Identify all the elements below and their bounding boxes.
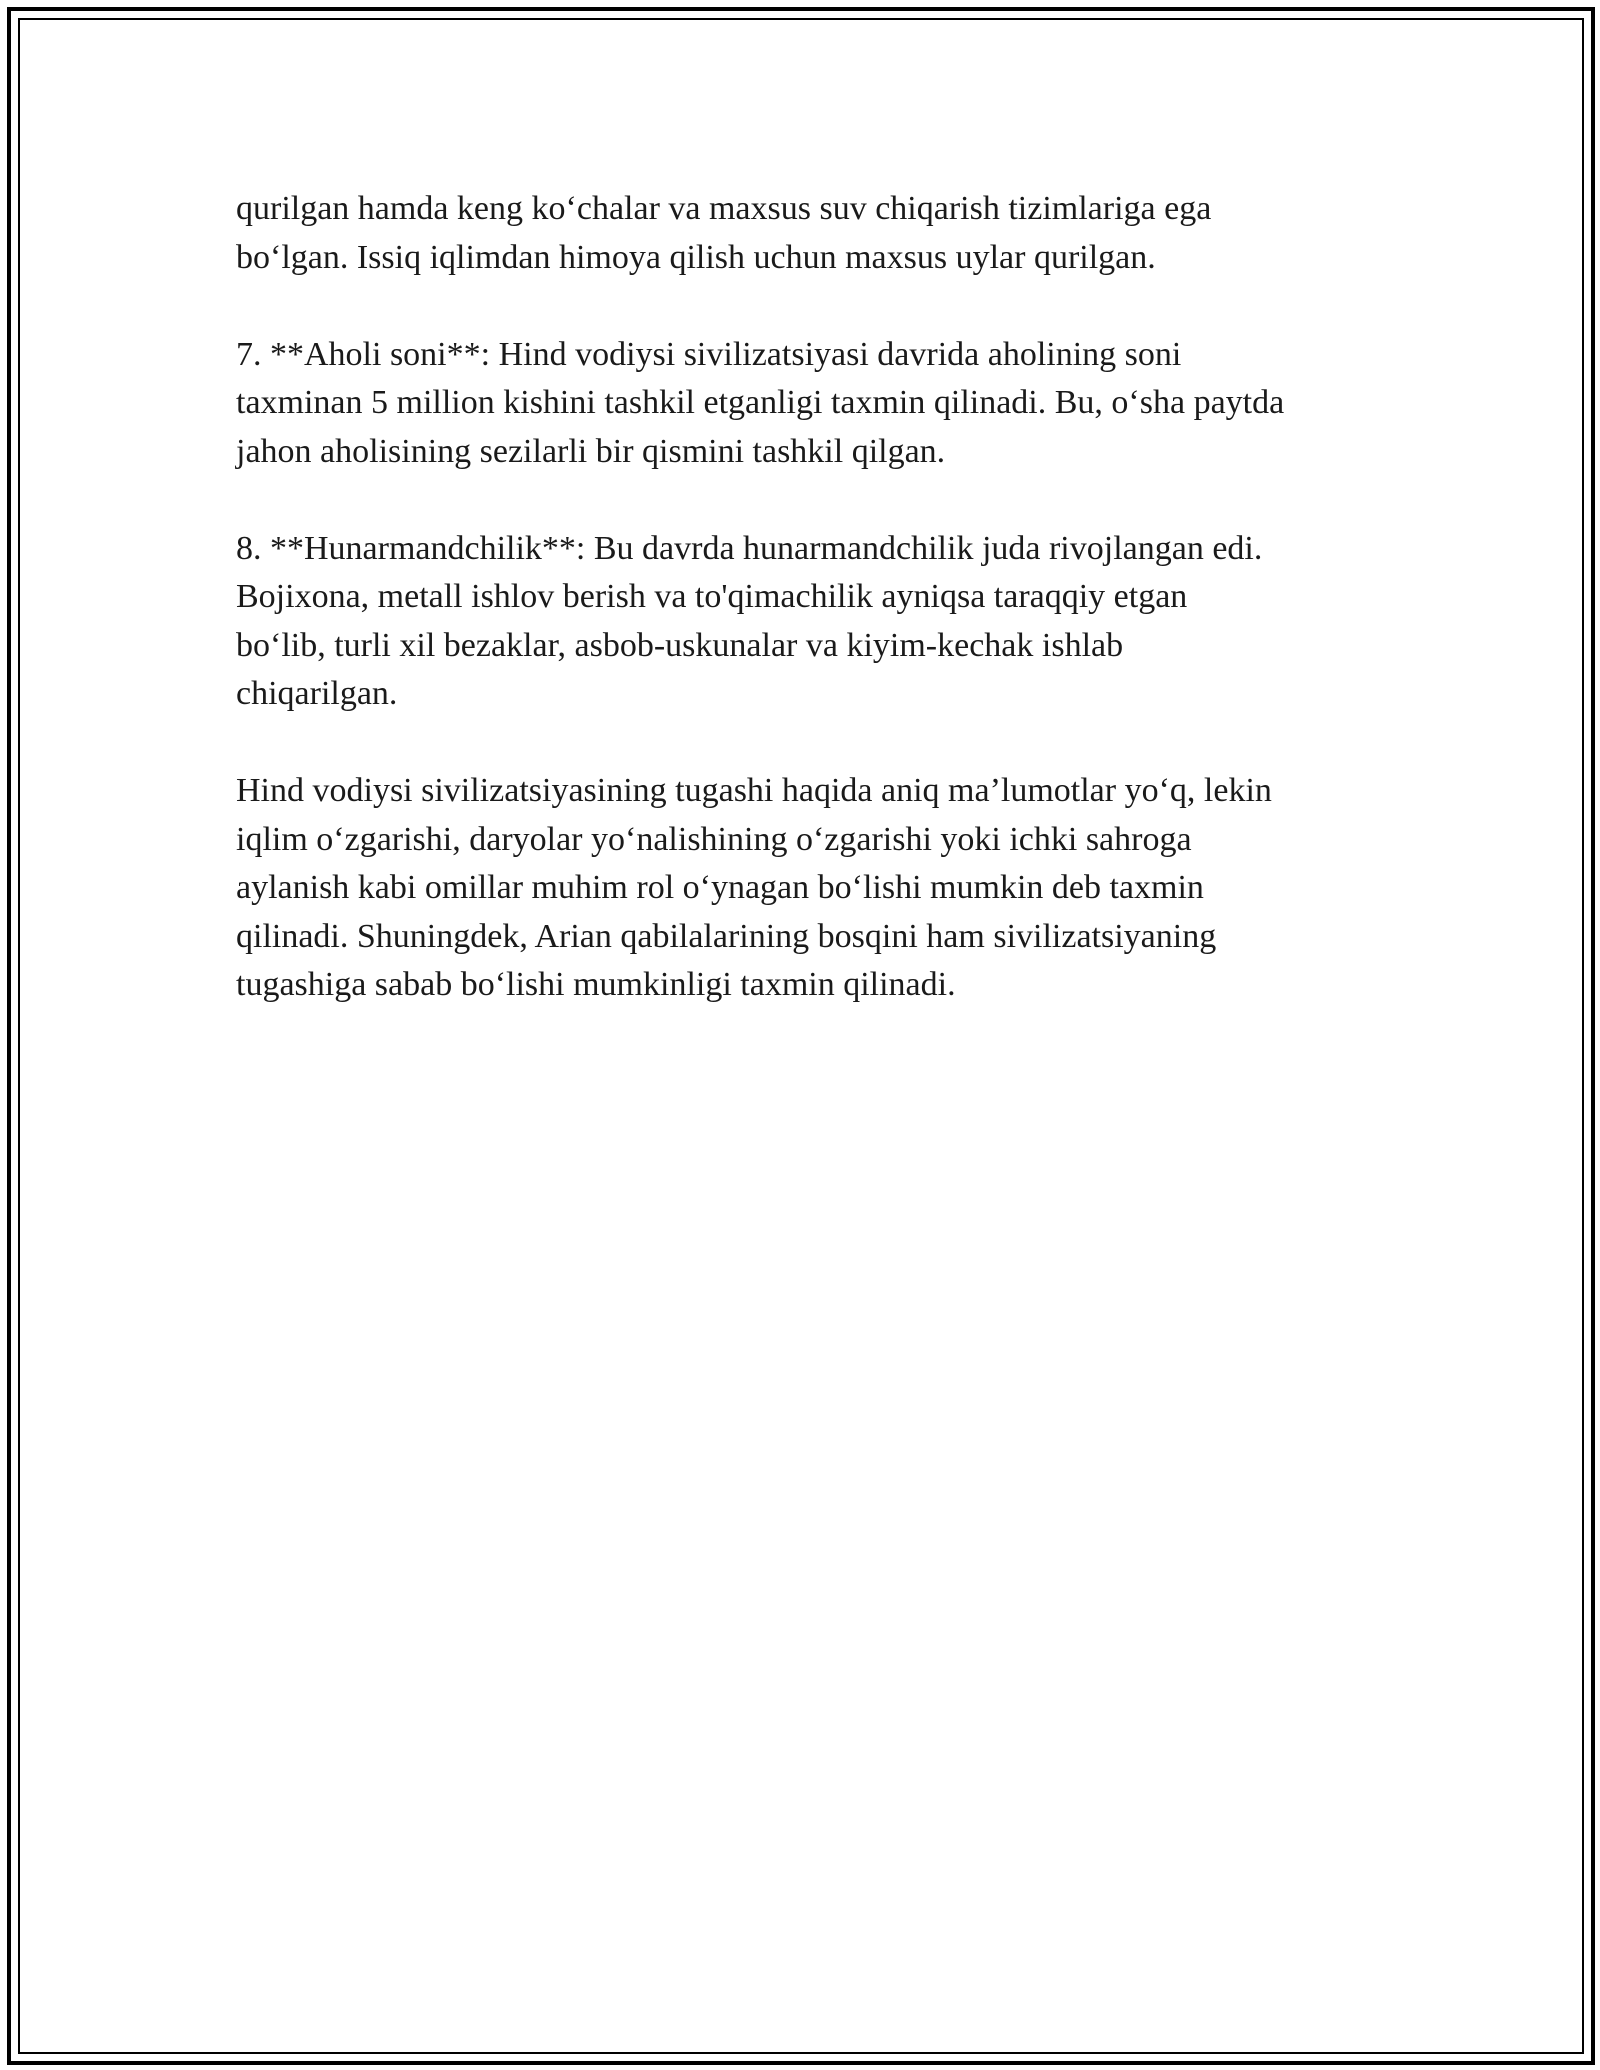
text-line: qilinadi. Shuningdek, Arian qabilalarining bosqini ham sivilizatsiyaning	[236, 917, 1217, 955]
text-line: 7. **Aholi soni**: Hind vodiysi sivilizatsiyasi davrida aholining soni	[236, 335, 1182, 373]
paragraph-crafts	[236, 525, 1416, 719]
document-body	[236, 185, 1416, 1058]
text-line: Bojixona, metall ishlov berish va to'qimachilik ayniqsa taraqqiy etgan	[236, 578, 1188, 615]
text-line: bo‘lib, turli xil bezaklar, asbob-uskunalar va kiyim-kechak ishlab	[236, 626, 1124, 664]
paragraph-population	[236, 331, 1416, 477]
text-line: tugashiga sabab bo‘lishi mumkinligi taxmin qilinadi.	[236, 966, 956, 1003]
text-line: iqlim o‘zgarishi, daryolar yo‘nalishining o‘zgarishi yoki ichki sahroga	[236, 820, 1192, 858]
text-line: qurilgan hamda keng ko‘chalar va maxsus suv chiqarish tizimlariga ega	[236, 190, 1212, 227]
paragraph-decline	[236, 767, 1416, 1010]
text-line: 8. **Hunarmandchilik**: Bu davrda hunarmandchilik juda rivojlangan edi.	[236, 529, 1263, 567]
paragraph-housing-continued	[236, 185, 1416, 282]
text-line: taxminan 5 million kishini tashkil etganligi taxmin qilinadi. Bu, o‘sha paytda	[236, 384, 1285, 421]
text-line: jahon aholisining sezilarli bir qismini tashkil qilgan.	[236, 432, 946, 470]
text-line: chiqarilgan.	[236, 675, 398, 712]
text-line: Hind vodiysi sivilizatsiyasining tugashi haqida aniq ma’lumotlar yo‘q, lekin	[236, 772, 1272, 809]
text-line: bo‘lgan. Issiq iqlimdan himoya qilish uchun maxsus uylar qurilgan.	[236, 238, 1156, 276]
text-line: aylanish kabi omillar muhim rol o‘ynagan bo‘lishi mumkin deb taxmin	[236, 869, 1204, 906]
